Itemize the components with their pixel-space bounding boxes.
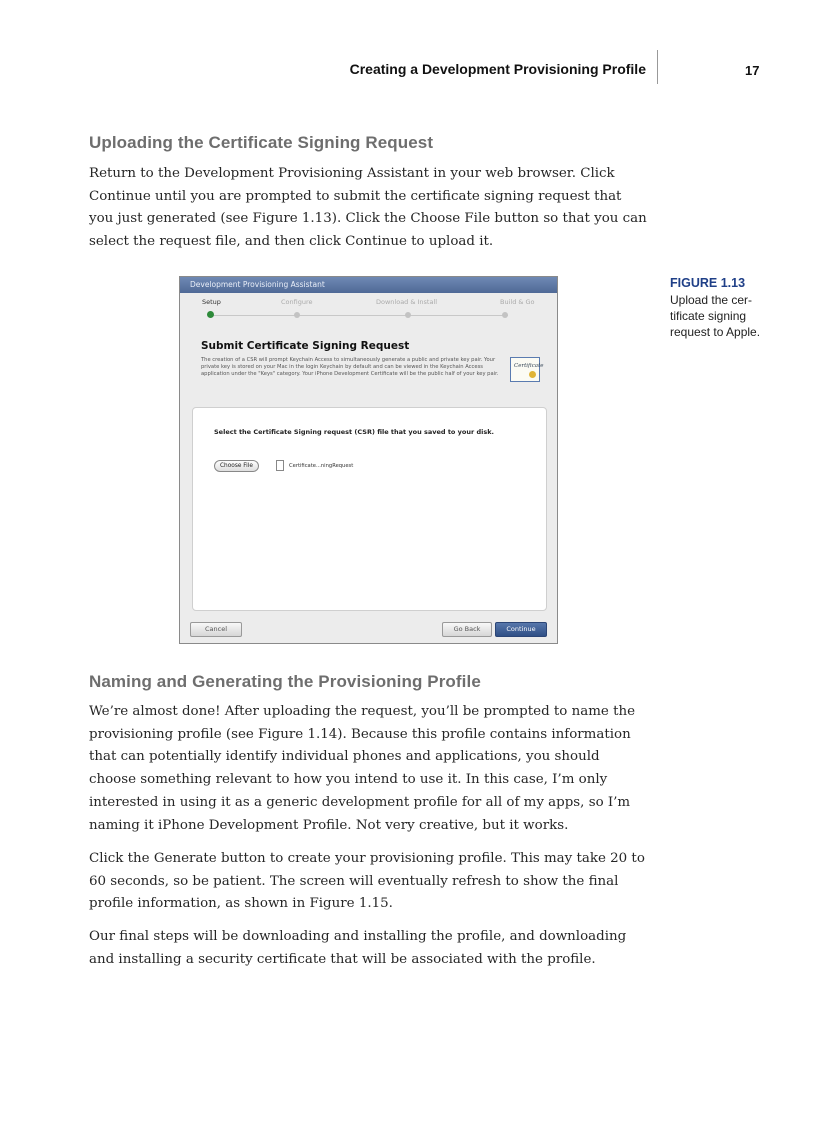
step-dot-current — [207, 311, 214, 318]
continue-button[interactable]: Continue — [495, 622, 547, 637]
cancel-button[interactable]: Cancel — [190, 622, 242, 637]
certificate-icon — [510, 357, 544, 382]
body-paragraph: Our final steps will be downloading and installing the profile, and downloading and installing a security certificate that will be associated with the profile. — [89, 929, 627, 967]
document-icon — [276, 460, 284, 471]
body-paragraph: Click the Generate button to create your provisioning profile. This may take 20 to 60 seconds, so be patient. The screen will eventually refresh to show the final profile information, as shown in Figure 1.15. — [89, 851, 645, 912]
step-dot — [502, 312, 508, 318]
page-number: 17 — [745, 63, 760, 78]
upload-instruction: Select the Certificate Signing request (CSR) file that you saved to your disk. — [214, 428, 494, 436]
figure-description: The creation of a CSR will prompt Keychain Access to simultaneously generate a public and private key pair. Your private key is stored on your Mac in the login Keychain by default and can be viewed in the Keychain Access application under the "Keys" category. Your iPhone Development Certificate will be the public half of your key pair. — [201, 357, 499, 377]
step-label-configure: Configure — [281, 298, 313, 306]
go-back-button[interactable]: Go Back — [442, 622, 492, 637]
running-header-title: Creating a Development Provisioning Profile — [349, 61, 646, 77]
figure-caption-text: Upload the cer-tificate signing request to Apple. — [670, 293, 761, 339]
section-heading-uploading: Uploading the Certificate Signing Request — [89, 133, 434, 152]
certificate-badge-text: Certificate — [514, 363, 544, 369]
step-label-build: Build & Go — [500, 298, 535, 306]
figure-heading: Submit Certificate Signing Request — [201, 340, 410, 352]
window-title-bar: Development Provisioning Assistant — [180, 277, 557, 293]
progress-steps — [180, 293, 557, 323]
step-dot — [405, 312, 411, 318]
choose-file-button[interactable]: Choose File — [214, 460, 259, 472]
body-paragraph: Return to the Development Provisioning Assistant in your web browser. Click Continue until you are prompted to submit the certificate signing request that you just generated (see Figure 1.13). Click the Choose File button so that you can select the request file, and then click Continue to upload it. — [89, 166, 647, 250]
figure-caption-label: FIGURE 1.13 — [670, 276, 746, 290]
selected-file-name: Certificate...ningRequest — [289, 463, 354, 469]
upload-panel — [192, 407, 547, 611]
step-label-setup: Setup — [202, 298, 221, 306]
body-paragraph: We’re almost done! After uploading the request, you’ll be prompted to name the provisioning profile (see Figure 1.14). Because this profile contains information that can potentially identify individual phones and applications, you should choose something relevant to how you intend to use it. In this case, I’m only interested in using it as a generic development profile for all of my apps, so I’m naming it iPhone Development Profile. Not very creative, but it works. — [89, 704, 636, 833]
header-divider — [657, 50, 658, 84]
figure-screenshot — [179, 276, 558, 644]
section-heading-naming: Naming and Generating the Provisioning Profile — [89, 672, 481, 691]
step-dot — [294, 312, 300, 318]
steps-track — [210, 315, 508, 316]
certificate-seal-icon — [529, 371, 536, 378]
step-label-download: Download & Install — [376, 298, 438, 306]
